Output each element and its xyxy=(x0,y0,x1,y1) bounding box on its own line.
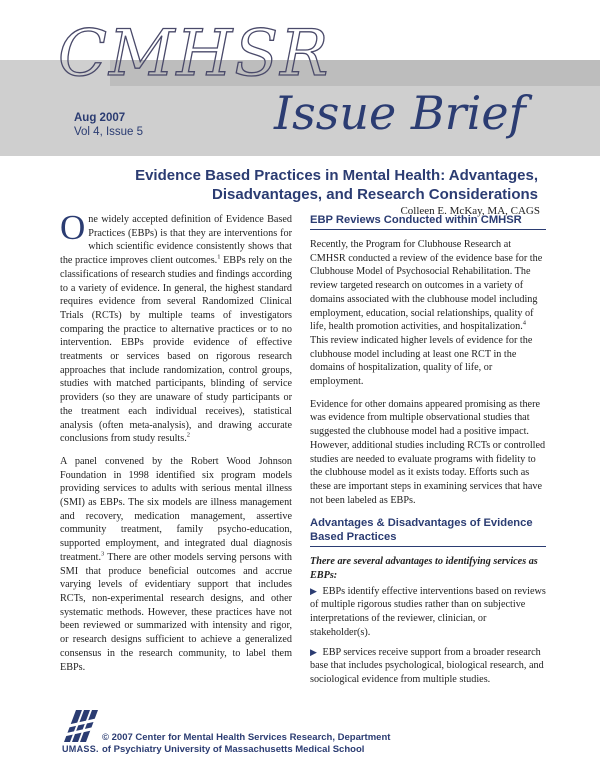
section-heading-advantages: Advantages & Disadvantages of Evidence Based Practices xyxy=(310,516,546,547)
advantages-lead: There are several advantages to identifying services as EBPs: xyxy=(310,556,538,582)
intro-paragraph xyxy=(60,208,292,446)
reviews-paragraph xyxy=(310,238,546,389)
bullet-item xyxy=(310,646,546,687)
intro-text-cont: EBPs rely on the classifications of research studies and findings according to a variety of evidence. In general, the highest standard requires evidence from several Randomized Clinical Trials (RCTs) by multiple teams of investigators comparing the practice to alternative practices or to no intervention. EBPs provide evidence of effective treatments or services based on rigorous research approaches that include randomization, control groups, studies with matched participants, blinding of service providers (so they are unaware of study participants or the treatment each individual receives), statistical analysis (often meta-analysis), and drawing accurate conclusions from study results. xyxy=(60,255,292,445)
reviews-text: Recently, the Program for Clubhouse Research at CMHSR conducted a review of the evidence base for the Clubhouse Model of Psychosocial Rehabilitation. The review targeted research on outcomes in a variety of domains associated with the clubhouse model including employment, education, social relationships, quality of life, health promotion activities, and hospitalization. xyxy=(310,239,543,333)
ref-3: 3 xyxy=(101,550,105,558)
issue-brief-title: Issue Brief xyxy=(274,86,526,140)
ref-2: 2 xyxy=(186,431,191,439)
footer-copyright xyxy=(102,732,390,755)
intro-text: ne widely accepted definition of Evidence Based Practices (EBPs) is that they are interventions for which scientific evidence consistently shows that the practice improves client outcomes. xyxy=(60,214,292,267)
umass-wordmark: UMASS. xyxy=(62,744,99,754)
umass-logo-icon xyxy=(62,708,98,744)
panel-paragraph xyxy=(60,455,292,674)
ref-4: 4 xyxy=(522,319,527,327)
ref-1: 1 xyxy=(217,253,221,261)
cmhsr-logo: CMHSR xyxy=(58,17,331,91)
right-column xyxy=(310,213,546,693)
issue-date: Aug 2007 xyxy=(74,112,126,124)
panel-text: A panel convened by the Robert Wood Johnson Foundation in 1998 identified six program models providing services to adults with serious mental illness (SMI) as EBPs. The six models are illness management and recovery, medication management, assertive community treatment, family psycho-education, supported employment, and integrated dual diagnosis treatment. xyxy=(60,455,292,563)
article-title-line1: Evidence Based Practices in Mental Health: Advantages, xyxy=(135,167,538,184)
footer-line1: © 2007 Center for Mental Health Services Research, Department xyxy=(102,732,391,743)
section-heading-ebp-reviews: EBP Reviews Conducted within CMHSR xyxy=(310,213,546,230)
reviews-text-cont: This review indicated higher levels of evidence for the clubhouse model including at least one RCT in the domains of hospitalization, quality of life, or employment. xyxy=(310,334,533,388)
bullet-arrow-icon: ▶ xyxy=(310,646,317,657)
footer-line2: of Psychiatry University of Massachusetts Medical School xyxy=(102,743,365,755)
article-author: Colleen E. McKay, MA, CAGS xyxy=(400,205,540,217)
article-title xyxy=(78,166,538,204)
bullet-arrow-icon: ▶ xyxy=(310,585,317,596)
article-title-line2: Disadvantages, and Research Considerations xyxy=(212,186,538,203)
bullet-item xyxy=(310,585,546,640)
issue-volume: Vol 4, Issue 5 xyxy=(74,126,144,138)
dropcap: O xyxy=(60,208,86,247)
panel-text-cont: There are other models serving persons with SMI that produce beneficial outcomes and accrue varying levels of evidentiary support that includes RCTs, non-experimental research designs, and other systematic methods. However, these practices have not been reviewed or summarized with intensity and rigor, or research designs sufficient to achieve a generalized consensus in the research community, to label them EBPs. xyxy=(60,551,292,673)
bullet-text: EBP services receive support from a broader research base that includes psychological, biological research, and sociological evidence from multiple studies. xyxy=(310,646,544,685)
evidence-paragraph: Evidence for other domains appeared promising as there was evidence from multiple observational studies that suggested the clubhouse model had a positive impact. However, additional studies including RCTs or controlled studies are needed to evaluate programs with fidelity to the clubhouse model as it exists today. Efforts such as these are important steps in examining services that have not been labeled as EBPs. xyxy=(310,398,546,506)
bullet-text: EBPs identify effective interventions based on reviews of multiple rigorous studies rather than on subjective interpretations of the reviewer, clinician, or stakeholder(s). xyxy=(310,585,546,638)
left-column xyxy=(60,208,292,683)
